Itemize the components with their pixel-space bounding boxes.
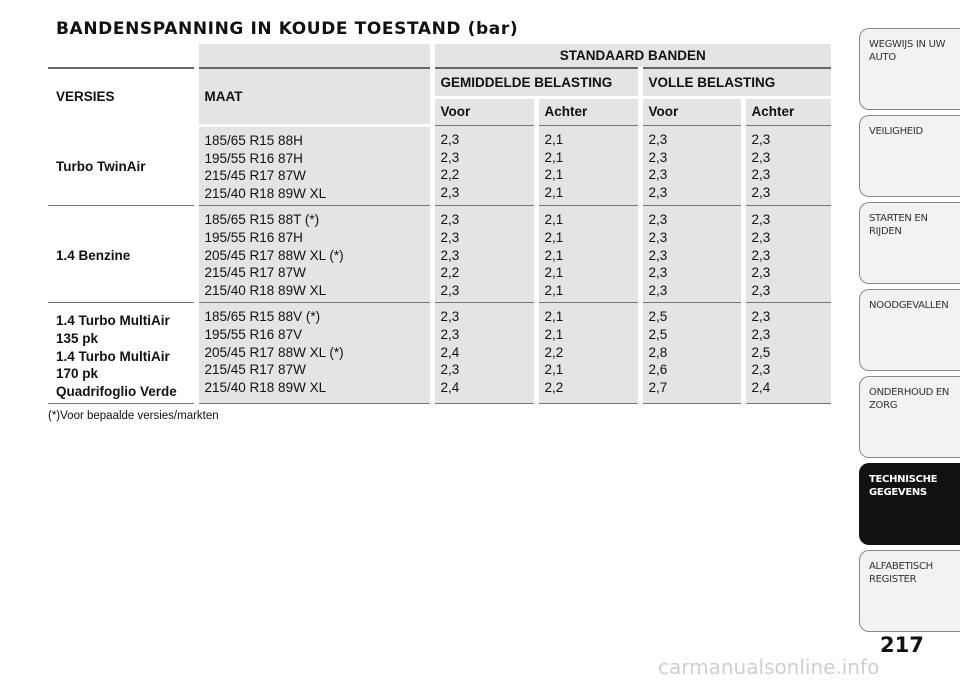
pressure-value: 2,1: [544, 282, 564, 298]
tyre-size: 215/45 R17 87W: [204, 265, 306, 281]
size-cell: [196, 206, 432, 303]
pressure-value: 2,3: [751, 362, 771, 378]
avg-front-cell: [432, 303, 536, 404]
pressure-value: 2,3: [648, 282, 668, 298]
pressure-value: 2,3: [440, 229, 460, 245]
tyre-size: 215/40 R18 89W XL: [204, 185, 327, 201]
header-versions-spacer: [48, 44, 196, 68]
pressure-value: 2,2: [440, 265, 460, 281]
tyre-size: 215/40 R18 89W XL: [204, 282, 327, 298]
pressure-value: 2,1: [544, 229, 564, 245]
pressure-value: 2,8: [648, 344, 668, 360]
pressure-value: 2,3: [751, 149, 771, 165]
nav-tab-veiligheid[interactable]: [859, 115, 960, 197]
table-row: [48, 303, 831, 404]
version-label: Turbo TwinAir: [56, 159, 146, 175]
pressure-value: 2,3: [440, 282, 460, 298]
nav-tab-technische-gegevens[interactable]: [859, 463, 960, 545]
tyre-size: 205/45 R17 88W XL (*): [204, 344, 344, 360]
avg-rear-cell: [536, 303, 640, 404]
pressure-value: 2,5: [751, 344, 771, 360]
header-standard-tyres: STANDAARD BANDEN: [432, 44, 831, 68]
tyre-size: 185/65 R15 88H: [204, 133, 303, 148]
tyre-size: 185/65 R15 88T (*): [204, 212, 320, 228]
pressure-value: 2,1: [544, 167, 564, 183]
version-label: 1.4 Turbo MultiAir: [56, 313, 170, 329]
pressure-value: 2,2: [544, 379, 564, 395]
tyre-size: 185/65 R15 88V (*): [204, 309, 321, 325]
pressure-value: 2,3: [751, 282, 771, 298]
full-rear-cell: [743, 126, 831, 206]
pressure-value: 2,4: [751, 379, 771, 395]
nav-tab-label: ONDERHOUD EN ZORG: [869, 387, 950, 411]
avg-front-cell: [432, 206, 536, 303]
nav-tab-label: VEILIGHEID: [869, 126, 923, 137]
header-size-spacer: [196, 44, 432, 68]
version-label: Quadrifoglio Verde: [56, 383, 177, 399]
pressure-value: 2,1: [544, 149, 564, 165]
pressure-value: 2,3: [648, 184, 668, 200]
pressure-value: 2,3: [648, 229, 668, 245]
pressure-value: 2,3: [440, 362, 460, 378]
tyre-size: 215/45 R17 87W: [204, 362, 306, 378]
pressure-value: 2,3: [440, 326, 460, 342]
header-full-load: VOLLE BELASTING: [640, 68, 831, 98]
header-size: MAAT: [196, 68, 432, 126]
nav-tab-onderhoud-en-zorg[interactable]: [859, 376, 960, 458]
pressure-value: 2,2: [544, 344, 564, 360]
version-label: 170 pk: [56, 366, 99, 382]
tyre-size: 215/45 R17 87W: [204, 168, 306, 184]
nav-tab-label: WEGWIJS IN UW AUTO: [869, 39, 946, 63]
tyre-size: 195/55 R16 87V: [204, 326, 303, 342]
tyre-size: 195/55 R16 87H: [204, 229, 303, 245]
pressure-value: 2,1: [544, 309, 564, 325]
pressure-value: 2,3: [751, 247, 771, 263]
version-label: 1.4 Benzine: [56, 247, 131, 263]
header-full-front: Voor: [640, 98, 743, 126]
pressure-value: 2,3: [440, 212, 460, 228]
pressure-value: 2,3: [440, 184, 460, 200]
pressure-value: 2,3: [440, 247, 460, 263]
pressure-value: 2,3: [751, 265, 771, 281]
pressure-value: 2,1: [544, 265, 564, 281]
full-rear-cell: [743, 206, 831, 303]
pressure-value: 2,3: [440, 132, 460, 147]
tyre-size: 195/55 R16 87H: [204, 150, 303, 166]
size-cell: [196, 303, 432, 404]
pressure-value: 2,6: [648, 362, 668, 378]
watermark: carmanualsonline.info: [658, 655, 880, 679]
table-body: [48, 126, 831, 404]
version-label: 135 pk: [56, 330, 99, 346]
pressure-value: 2,7: [648, 379, 668, 395]
pressure-value: 2,3: [751, 212, 771, 228]
pressure-value: 2,3: [440, 309, 460, 325]
pressure-value: 2,3: [440, 149, 460, 165]
pressure-value: 2,3: [648, 265, 668, 281]
pressure-value: 2,3: [648, 247, 668, 263]
pressure-value: 2,3: [648, 212, 668, 228]
nav-tab-noodgevallen[interactable]: [859, 289, 960, 371]
table-row: [48, 206, 831, 303]
size-cell: [196, 126, 432, 206]
header-full-rear: Achter: [743, 98, 831, 126]
nav-tab-starten-en-rijden[interactable]: [859, 202, 960, 284]
pressure-value: 2,4: [440, 379, 460, 395]
nav-tab-wegwijs-in-uw-auto[interactable]: [859, 28, 960, 110]
header-avg-front: Voor: [432, 98, 536, 126]
pressure-value: 2,3: [648, 132, 668, 147]
header-versions: VERSIES: [48, 68, 196, 126]
version-cell: [48, 126, 196, 206]
pressure-value: 2,5: [648, 326, 668, 342]
table-row: [48, 126, 831, 206]
pressure-value: 2,1: [544, 247, 564, 263]
pressure-value: 2,1: [544, 212, 564, 228]
pressure-value: 2,1: [544, 132, 564, 147]
nav-tab-label: TECHNISCHE GEGEVENS: [869, 474, 938, 498]
page-number: 217: [880, 633, 924, 657]
pressure-value: 2,3: [751, 132, 771, 147]
page-title: BANDENSPANNING IN KOUDE TOESTAND (bar): [56, 19, 519, 39]
nav-tab-alfabetisch-register[interactable]: [859, 550, 960, 632]
version-label: 1.4 Turbo MultiAir: [56, 348, 170, 364]
header-average-load: GEMIDDELDE BELASTING: [432, 68, 640, 98]
pressure-value: 2,3: [648, 149, 668, 165]
pressure-value: 2,3: [751, 229, 771, 245]
tyre-size: 215/40 R18 89W XL: [204, 379, 327, 395]
header-avg-rear: Achter: [536, 98, 640, 126]
pressure-value: 2,4: [440, 344, 460, 360]
nav-tab-label: NOODGEVALLEN: [869, 300, 949, 311]
pressure-value: 2,1: [544, 184, 564, 200]
pressure-value: 2,3: [648, 167, 668, 183]
avg-front-cell: [432, 126, 536, 206]
nav-tab-label: ALFABETISCH REGISTER: [869, 561, 933, 585]
pressure-value: 2,3: [751, 184, 771, 200]
pressure-value: 2,3: [751, 167, 771, 183]
tyre-size: 205/45 R17 88W XL (*): [204, 247, 344, 263]
pressure-value: 2,3: [751, 309, 771, 325]
avg-rear-cell: [536, 126, 640, 206]
tyre-pressure-table: [48, 44, 831, 404]
full-front-cell: [640, 126, 743, 206]
version-cell: [48, 206, 196, 303]
full-rear-cell: [743, 303, 831, 404]
pressure-value: 2,3: [751, 326, 771, 342]
full-front-cell: [640, 206, 743, 303]
pressure-value: 2,1: [544, 326, 564, 342]
avg-rear-cell: [536, 206, 640, 303]
nav-tab-label: STARTEN EN RIJDEN: [869, 213, 928, 237]
footnote: (*)Voor bepaalde versies/markten: [48, 410, 219, 422]
full-front-cell: [640, 303, 743, 404]
version-cell: [48, 303, 196, 404]
pressure-value: 2,5: [648, 309, 668, 325]
pressure-value: 2,2: [440, 167, 460, 183]
pressure-value: 2,1: [544, 362, 564, 378]
